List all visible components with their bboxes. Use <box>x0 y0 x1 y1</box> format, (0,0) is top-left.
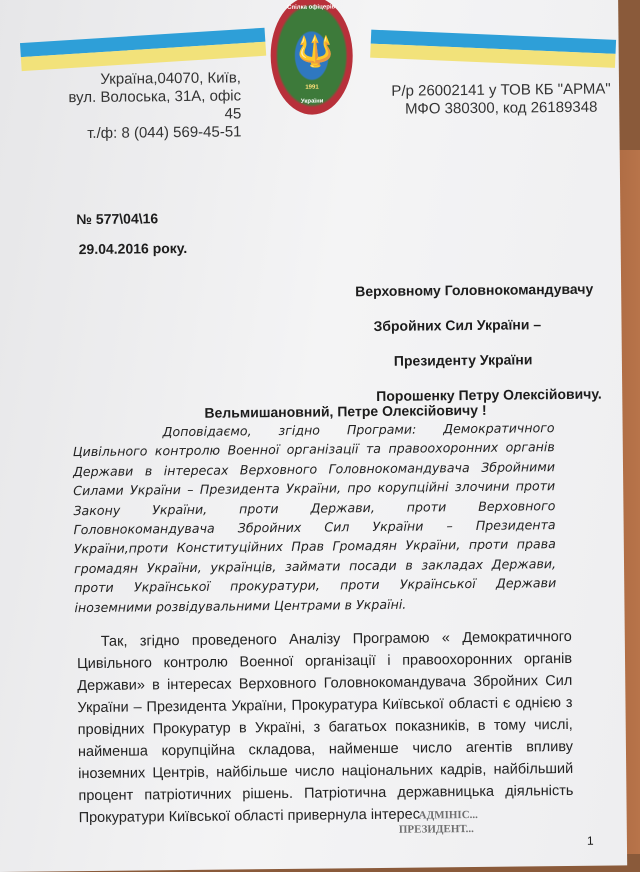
document-number: № 577\04\16 <box>76 210 159 228</box>
bank-details: Р/р 26002141 у ТОВ КБ "АРМА" МФО 380300, код 26189348 <box>391 80 611 118</box>
trident-icon: 🔱 <box>296 35 335 69</box>
addressee-line: Порошенку Петру Олексійовичу. <box>376 385 602 404</box>
paragraph-1: Доповідаємо, згідно Програми: Демократичного Цивільного контролю Военної організації та правоохоронних органів Держави в інтересах Верховного Головнокомандувача Збройними Силами України – Президента України, про корупційні злочини проти Закону України, проти Держави, проти Верховного Головнокомандувача Збройних Сил України – Президента України,проти Конституційних Прав Громадян України, проти права громадян України, українців, займати посади в закладах Держави, проти Української прокуратури, проти Української Держави іноземними розвідувальними Центрами в Україні. <box>72 420 557 615</box>
addressee-line: Збройних Сил України – <box>373 316 542 335</box>
page-number: 1 <box>586 833 594 848</box>
document-date: 29.04.2016 року. <box>78 239 188 258</box>
flag-stripe-right <box>370 30 616 68</box>
addressee-line: Верховному Головнокомандувачу <box>355 280 594 300</box>
salutation: Вельмишановний, Петре Олексійовичу ! <box>204 401 487 421</box>
stamp-line: ПРЕЗИДЕНТ... <box>398 822 474 836</box>
sender-address: Україна,04070, Київ, вул. Волоська, 31А, офіс 45 т./ф: 8 (044) 569-45-51 <box>68 69 242 142</box>
paragraph-2: Так, згідно проведеного Аналізу Програмою « Демократичного Цивільного контролю Военної організації і правоохоронних органів Держави» в інтересах Верховного Головнокомандувача Збройних Сил України – Президента України, Прокуратура Київської області є однією з провідних Прокуратур в Україні, з багатьох показників, в тому числі, найменша корупційна складова, найменше число агентів впливу іноземних Центрів, найбільше число національних кадрів, найбільший процент патріотичних рішень. Патріотична державницька діяльність Прокуратури Київської області привернула інтерес <box>76 628 574 827</box>
addressee-line: Президенту України <box>393 351 533 369</box>
stamp-line: АДМІНІС... <box>418 808 478 822</box>
flag-stripe-left <box>20 28 266 71</box>
officers-union-seal: Спілка офіцерів 🔱 1991 України <box>270 0 353 115</box>
